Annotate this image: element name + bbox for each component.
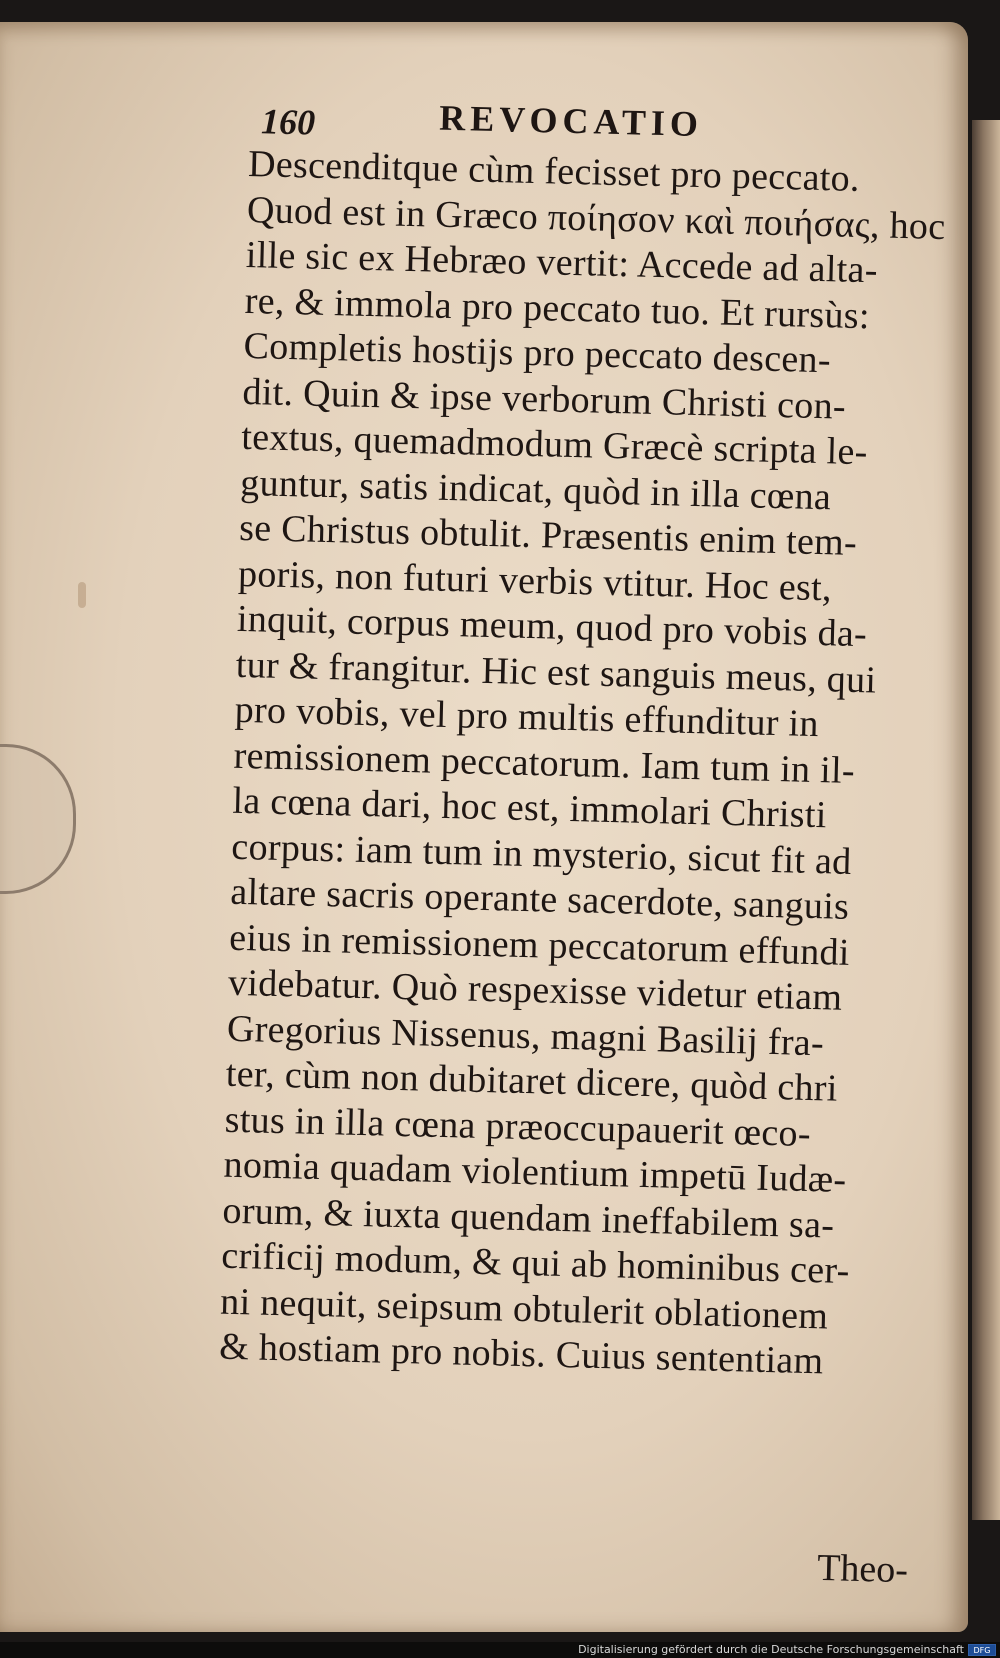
text-line: ter, cùm non dubitaret dicere, quòd chri (225, 1052, 839, 1110)
text-line: ille sic ex Hebræo vertit: Accede ad alta- (245, 233, 879, 292)
text-line: videbatur. Quò respexisse videtur etiam (227, 961, 843, 1019)
text-line: dit. Quin & ipse verborum Christi con- (242, 370, 847, 428)
text-line: guntur, satis indicat, quòd in illa cœna (239, 461, 832, 518)
text-block (219, 88, 950, 1387)
footer-credit-text: Digitalisierung gefördert durch die Deutsche Forschungsgemeinschaft (578, 1643, 964, 1656)
text-line: stus in illa cœna præoccupauerit œco- (224, 1098, 812, 1155)
text-line: Quod est in Græco ποίησον καὶ ποιήσας, hoc (246, 188, 946, 248)
footer-credit (0, 1642, 1000, 1658)
dfg-logo: DFG (968, 1644, 996, 1656)
text-line: pro vobis, vel pro multis effunditur in (234, 688, 820, 746)
text-line: orum, & iuxta quendam ineffabilem sa- (222, 1189, 835, 1247)
text-line: nomia quadam violentium impetū Iudæ- (223, 1143, 847, 1201)
text-line: Completis hostijs pro peccato descen- (243, 324, 832, 382)
text-line: tur & frangitur. Hic est sanguis meus, qui (235, 643, 877, 701)
page-clip (0, 744, 76, 894)
text-line: la cœna dari, hoc est, immolari Christi (232, 779, 828, 837)
paper-stain (78, 582, 86, 608)
text-line: textus, quemadmodum Græcè scripta le- (240, 415, 869, 474)
text-line: poris, non futuri verbis vtitur. Hoc est, (237, 552, 833, 609)
text-line: Descenditque cùm fecisset pro peccato. (247, 142, 861, 200)
facing-page-edge (972, 120, 1000, 1520)
text-line: crificij modum, & qui ab hominibus cer- (220, 1234, 851, 1292)
text-line: inquit, corpus meum, quod pro vobis da- (236, 597, 868, 656)
text-line: eius in remissionem peccatorum effundi (228, 916, 851, 974)
text-line: se Christus obtulit. Præsentis enim tem- (238, 506, 858, 564)
text-line: & hostiam pro nobis. Cuius sententiam (218, 1325, 824, 1383)
text-line: ni nequit, seipsum obtulerit oblationem (219, 1280, 829, 1337)
text-line: corpus: iam tum in mysterio, sicut fit ad (230, 825, 853, 883)
text-line: Gregorius Nissenus, magni Basilij fra- (226, 1007, 825, 1064)
page-number: 160 (260, 101, 316, 143)
catchword: Theo- (816, 1546, 909, 1592)
text-line: re, & immola pro peccato tuo. Et rursùs: (244, 279, 871, 337)
text-line: remissionem peccatorum. Iam tum in il- (233, 734, 856, 792)
text-line: altare sacris operante sacerdote, sanguis (229, 870, 850, 928)
running-head: REVOCATIO (438, 97, 704, 145)
body-text (219, 142, 949, 1387)
